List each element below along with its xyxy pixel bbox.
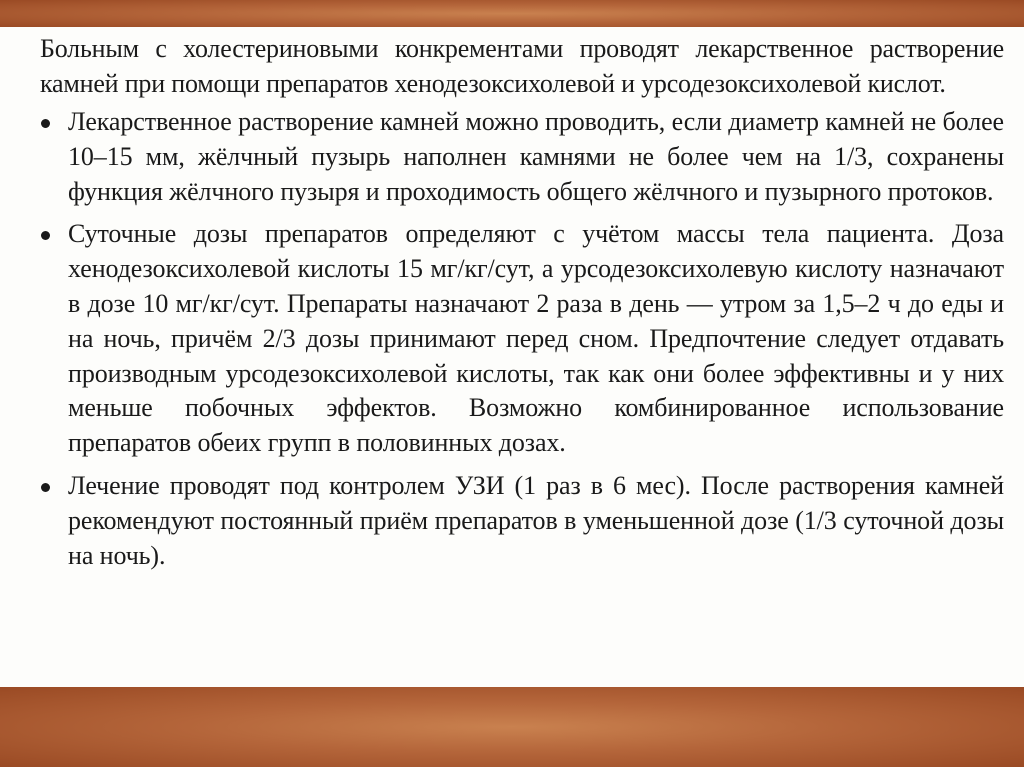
bullet-icon [41,231,50,240]
document-page [0,27,1024,687]
list-item-text: Лекарственное растворение камней можно проводить, если диаметр камней не более 10–15 мм, жёлчный пузырь наполнен камнями не более чем на 1/3, сохранены функция жёлчного пузыря и проходимость общего жёлчного и пузырного протоков. [68,107,1004,206]
bullet-icon [41,483,50,492]
bottom-frame-band [0,687,1024,767]
list-item [40,469,1004,573]
intro-paragraph: Больным с холестериновыми конкрементами проводят лекарственное растворение камней при помощи препаратов хенодезоксихолевой и урсодезоксихолевой кислот. [40,34,1004,98]
list-item-text: Суточные дозы препаратов определяют с учётом массы тела пациента. Доза хенодезоксихолевой кислоты 15 мг/кг/сут, а урсодезоксихолевую кислоту назначают в дозе 10 мг/кг/сут. Препараты назначают 2 раза в день — утром за 1,5–2 ч до еды и на ночь, причём 2/3 дозы принимают перед сном. Предпочтение следует отдавать производным урсодезоксихолевой кислоты, так как они более эффективны и у них меньше побочных эффектов. Возможно комбинированное использование препаратов обеих групп в половинных дозах. [68,219,1004,458]
bullet-icon [41,119,50,128]
list-item-text: Лечение проводят под контролем УЗИ (1 раз в 6 мес). После растворения камней рекомендуют постоянный приём препаратов в уменьшенной дозе (1/3 суточной дозы на ночь). [68,470,1004,570]
bullet-list [40,105,1004,573]
top-frame-band [0,0,1024,27]
list-item [40,105,1004,209]
list-item [40,217,1004,461]
